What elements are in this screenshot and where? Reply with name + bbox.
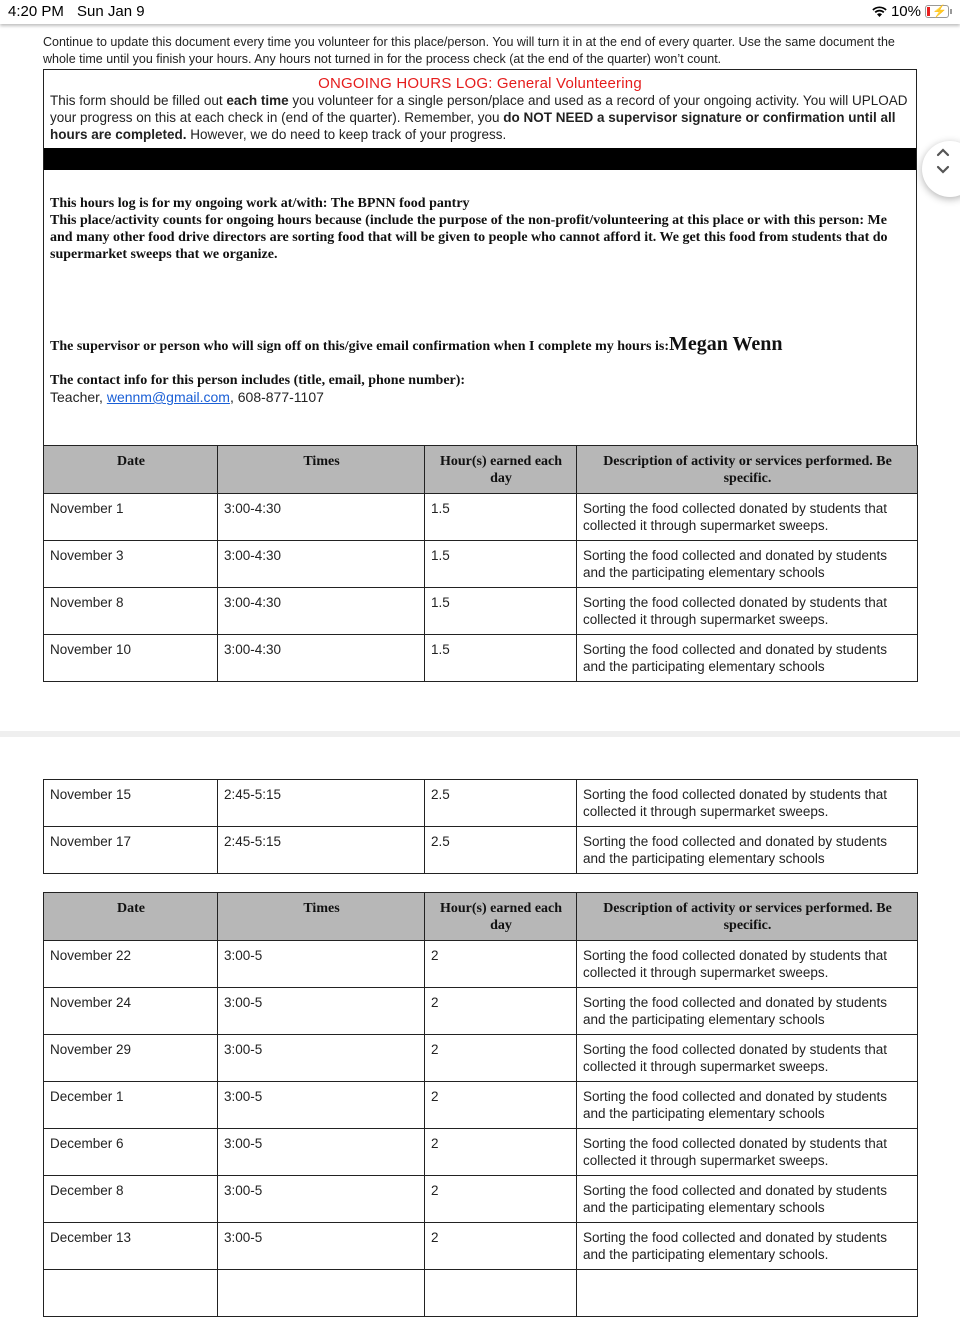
table-row	[44, 827, 918, 874]
wifi-icon	[872, 6, 887, 18]
table-row	[44, 1176, 918, 1223]
header-hours: Hour(s) earned each day	[425, 893, 577, 941]
cell-hours[interactable]: 2.5	[425, 780, 577, 827]
cell-times[interactable]: 3:00-4:30	[218, 541, 425, 588]
intro-instructions: Continue to update this document every time you volunteer for this place/person. You will turn it in at the end of every quarter. Use the same document the whole time until you finish your hours. Any hours not turned in for the process check (at the end of the quarter) won’t count.	[43, 35, 895, 66]
table-row	[44, 588, 918, 635]
cell-date[interactable]: November 1	[44, 494, 218, 541]
table-row	[44, 1035, 918, 1082]
cell-times[interactable]: 2:45-5:15	[218, 780, 425, 827]
cell-times[interactable]: 3:00-4:30	[218, 588, 425, 635]
header-date: Date	[44, 446, 218, 494]
table-row	[44, 1082, 918, 1129]
cell-hours[interactable]: 2.5	[425, 827, 577, 874]
cell-description[interactable]: Sorting the food collected and donated by students and the participating elementary schools	[577, 827, 918, 874]
hours-log-form	[43, 69, 917, 446]
supervisor-section	[50, 333, 912, 355]
hours-table-continued	[43, 779, 918, 874]
supervisor-label: The supervisor or person who will sign off on this/give email confirmation when I complete my hours is:	[50, 339, 669, 354]
cell-date[interactable]: December 13	[44, 1223, 218, 1270]
cell-times[interactable]: 3:00-5	[218, 1176, 425, 1223]
cell-times[interactable]	[218, 1270, 425, 1317]
cell-description[interactable]	[577, 1270, 918, 1317]
cell-date[interactable]: November 24	[44, 988, 218, 1035]
cell-date[interactable]: November 17	[44, 827, 218, 874]
cell-description[interactable]: Sorting the food collected donated by students that collected it through supermarket sweeps.	[577, 1035, 918, 1082]
hours-table-2	[43, 892, 918, 1317]
status-date: Sun Jan 9	[77, 3, 145, 20]
purpose-text: This place/activity counts for ongoing hours because (include the purpose of the non-profit/volunteering at this place or with this person: Me and many other food drive directors are sorting food that will be given to people who cannot afford it. We get this food from students that do supermarket sweeps that we organize.	[50, 213, 888, 262]
contact-info: Teacher, wennm@gmail.com, 608-877-1107	[50, 389, 324, 405]
chevron-down-icon[interactable]	[936, 165, 950, 175]
supervisor-name: Megan Wenn	[669, 333, 783, 355]
cell-date[interactable]: November 8	[44, 588, 218, 635]
cell-times[interactable]: 3:00-5	[218, 1035, 425, 1082]
cell-description[interactable]: Sorting the food collected donated by students that collected it through supermarket sweeps.	[577, 588, 918, 635]
cell-hours[interactable]: 1.5	[425, 541, 577, 588]
cell-description[interactable]: Sorting the food collected and donated by students and the participating elementary schools	[577, 541, 918, 588]
table-row	[44, 635, 918, 682]
cell-date[interactable]: November 10	[44, 635, 218, 682]
table-row	[44, 494, 918, 541]
cell-hours[interactable]	[425, 1270, 577, 1317]
cell-date[interactable]	[44, 1270, 218, 1317]
table-row	[44, 780, 918, 827]
status-right	[872, 3, 952, 20]
cell-hours[interactable]: 2	[425, 1223, 577, 1270]
cell-hours[interactable]: 2	[425, 941, 577, 988]
cell-hours[interactable]: 1.5	[425, 635, 577, 682]
header-description: Description of activity or services performed. Be specific.	[577, 446, 918, 494]
table-header-row	[44, 446, 918, 494]
page-break	[0, 731, 960, 737]
contact-label: The contact info for this person includes (title, email, phone number):	[50, 373, 466, 388]
cell-date[interactable]: November 29	[44, 1035, 218, 1082]
form-title: ONGOING HOURS LOG: General Volunteering	[318, 75, 642, 92]
header-times: Times	[218, 446, 425, 494]
table-row	[44, 941, 918, 988]
status-bar	[0, 0, 960, 24]
cell-times[interactable]: 3:00-5	[218, 988, 425, 1035]
cell-times[interactable]: 3:00-5	[218, 1129, 425, 1176]
cell-date[interactable]: December 6	[44, 1129, 218, 1176]
status-time: 4:20 PM	[8, 3, 64, 20]
chevron-up-icon[interactable]	[936, 147, 950, 157]
cell-times[interactable]: 3:00-5	[218, 1082, 425, 1129]
table-row	[44, 541, 918, 588]
cell-date[interactable]: November 15	[44, 780, 218, 827]
cell-description[interactable]: Sorting the food collected and donated by students and the participating elementary schools	[577, 1176, 918, 1223]
cell-times[interactable]: 3:00-5	[218, 1223, 425, 1270]
cell-description[interactable]: Sorting the food collected donated by students that collected it through supermarket sweeps.	[577, 1129, 918, 1176]
header-description: Description of activity or services performed. Be specific.	[577, 893, 918, 941]
cell-description[interactable]: Sorting the food collected and donated by students and the participating elementary schools.	[577, 1223, 918, 1270]
cell-hours[interactable]: 1.5	[425, 588, 577, 635]
table-row	[44, 988, 918, 1035]
contact-email-link[interactable]: wennm@gmail.com	[106, 389, 230, 405]
table-row-empty	[44, 1270, 918, 1317]
cell-description[interactable]: Sorting the food collected and donated by students and the participating elementary schools	[577, 1082, 918, 1129]
ongoing-work-section	[50, 195, 912, 263]
cell-hours[interactable]: 2	[425, 1129, 577, 1176]
cell-hours[interactable]: 1.5	[425, 494, 577, 541]
cell-description[interactable]: Sorting the food collected and donated by students and the participating elementary schools	[577, 988, 918, 1035]
cell-description[interactable]: Sorting the food collected donated by students that collected it through supermarket sweeps.	[577, 780, 918, 827]
header-times: Times	[218, 893, 425, 941]
cell-date[interactable]: November 3	[44, 541, 218, 588]
table-row	[44, 1223, 918, 1270]
cell-date[interactable]: December 1	[44, 1082, 218, 1129]
cell-description[interactable]: Sorting the food collected donated by students that collected it through supermarket sweeps.	[577, 494, 918, 541]
cell-times[interactable]: 3:00-4:30	[218, 635, 425, 682]
table-row	[44, 1129, 918, 1176]
table-header-row	[44, 893, 918, 941]
form-instructions: This form should be filled out each time you volunteer for a single person/place and used as a record of your ongoing activity. You will UPLOAD your progress on this at each check in (end of the quarter). Remember, you do NOT NEED a supervisor signature or confirmation until all hours are completed. However, we do need to keep track of your progress.	[50, 93, 908, 142]
cell-hours[interactable]: 2	[425, 1082, 577, 1129]
cell-date[interactable]: November 22	[44, 941, 218, 988]
cell-description[interactable]: Sorting the food collected donated by students that collected it through supermarket sweeps.	[577, 941, 918, 988]
cell-description[interactable]: Sorting the food collected and donated by students and the participating elementary schools	[577, 635, 918, 682]
cell-hours[interactable]: 2	[425, 988, 577, 1035]
cell-times[interactable]: 2:45-5:15	[218, 827, 425, 874]
cell-hours[interactable]: 2	[425, 1176, 577, 1223]
ongoing-work-label: This hours log is for my ongoing work at/with: The BPNN food pantry	[50, 196, 470, 211]
contact-section	[50, 372, 912, 406]
header-date: Date	[44, 893, 218, 941]
header-hours: Hour(s) earned each day	[425, 446, 577, 494]
hours-table-1	[43, 445, 918, 682]
cell-times[interactable]: 3:00-4:30	[218, 494, 425, 541]
page-scroll-control[interactable]	[922, 141, 960, 197]
battery-charging-icon: ⚡	[925, 5, 949, 18]
battery-percent: 10%	[890, 3, 921, 20]
cell-date[interactable]: December 8	[44, 1176, 218, 1223]
cell-times[interactable]: 3:00-5	[218, 941, 425, 988]
section-divider	[44, 148, 916, 170]
cell-hours[interactable]: 2	[425, 1035, 577, 1082]
